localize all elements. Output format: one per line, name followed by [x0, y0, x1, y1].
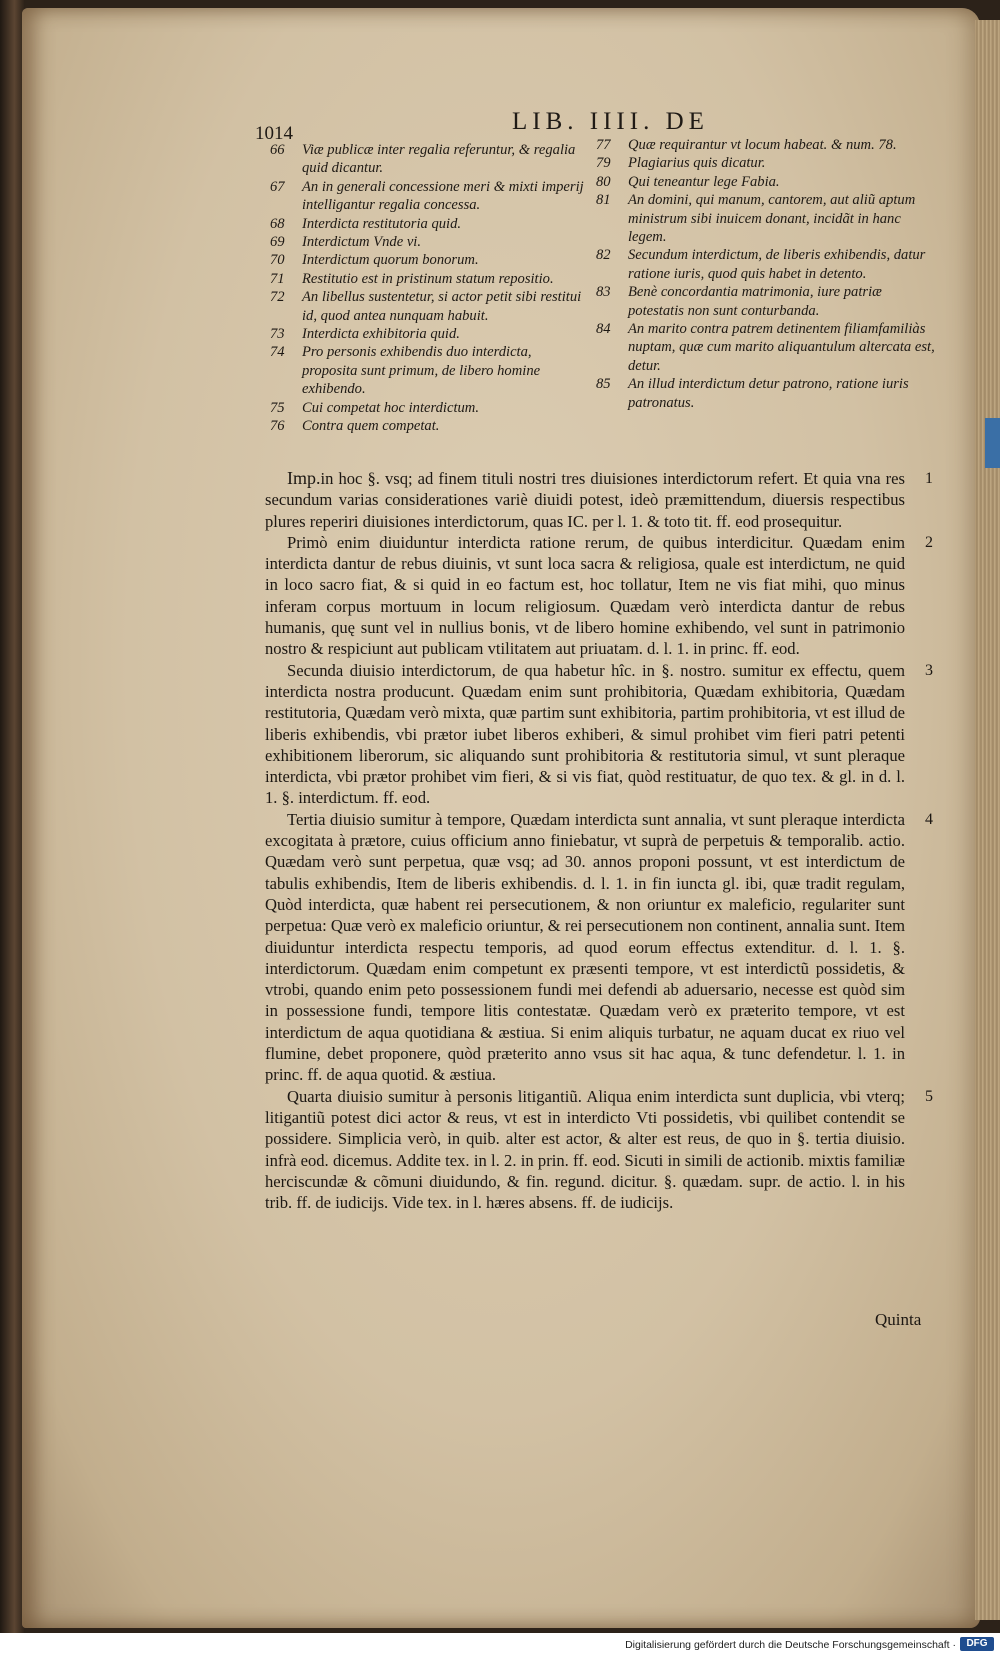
paragraph	[265, 468, 933, 532]
index-entry-number: 81	[596, 192, 611, 209]
paragraph-text: in hoc §. vsq; ad finem tituli nostri tres diuisiones interdictorum refert. Et quia vna res secundum varias considerationes variè diuidi potest, ideò præmittendum, diuersis respectibus plures reperiri diuisiones interdictorum, quas IC. per l. 1. & toto tit. ff. eod prosequitur.	[265, 469, 905, 531]
bookmark-tab	[985, 418, 1000, 468]
index-entry-number: 79	[596, 155, 611, 172]
index-entry-text: An domini, qui manum, cantorem, aut aliũ aptum ministrum sibi inuicem donant, incidãt in hanc legem.	[628, 192, 916, 246]
marginal-number: 4	[925, 810, 933, 828]
index-entry	[596, 375, 941, 412]
index-entry-number: 70	[270, 252, 285, 269]
index-entry-text: Plagiarius quis dicatur.	[628, 155, 766, 172]
paragraph-text: Secunda diuisio interdictorum, de qua habetur hîc. in §. nostro. sumitur ex effectu, quem interdicta nostra producunt. Quædam enim sunt prohibitoria, Quædam exhibitoria, Quædam restitutoria, Quædam verò mixta, quæ partim sunt exhibitoria, partim prohibitoria, vt est illud de liberis exhibendis, vbi prætor iubet liberos exhiberi, & simul prohibet vim fieri patri petenti exhibitionem liberorum, sic aliquando sunt prohibitoria & restitutoria simul, vt sunt pleraque interdicta, vbi prætor prohibet vim fieri, & si vis fiat, quòd restituatur, de quo tex. & gl. in d. l. 1. §. interdictum. ff. eod.	[265, 660, 905, 808]
index-entry-number: 66	[270, 142, 285, 158]
index-entry-text: Restitutio est in pristinum statum repositio.	[302, 270, 554, 287]
index-entry-number: 76	[270, 418, 285, 435]
main-text	[265, 468, 933, 1213]
index-entry-number: 82	[596, 247, 611, 264]
marginal-number: 2	[925, 533, 933, 551]
index-entry-text: Viæ publicæ inter regalia referuntur, & regalia quid dicantur.	[302, 142, 576, 177]
index-entry-text: Interdictum quorum bonorum.	[302, 252, 479, 269]
running-head: LIB. IIII. DE	[512, 108, 709, 135]
index-entry-number: 80	[596, 173, 611, 190]
index-entry-number: 85	[596, 376, 611, 393]
index-entry-text: An in generali concessione meri & mixti imperij intelligantur regalia concessa.	[302, 178, 584, 214]
index-entry	[270, 417, 590, 435]
book-spine-edge	[0, 0, 24, 1657]
index-entry-text: Interdicta exhibitoria quid.	[302, 326, 460, 343]
dfg-logo: DFG	[960, 1637, 994, 1651]
index-entry-text: Contra quem competat.	[302, 418, 440, 435]
index-entry-text: Interdicta restitutoria quid.	[302, 215, 462, 232]
paragraph	[265, 1086, 933, 1214]
index-entry-number: 68	[270, 215, 285, 232]
index-entry-text: Secundum interdictum, de liberis exhibendis, datur ratione iuris, quod quis habet in detento.	[628, 247, 926, 282]
index-entry-number: 77	[596, 137, 611, 153]
index-entry-number: 83	[596, 284, 611, 301]
index-entry	[596, 283, 941, 320]
index-entry-text: Interdictum Vnde vi.	[302, 234, 422, 251]
marginal-number: 5	[925, 1087, 933, 1105]
paragraph	[265, 532, 933, 660]
index-entry-text: An libellus sustentetur, si actor petit sibi restitui id, quod antea nunquam habuit.	[302, 289, 582, 324]
index-entry	[270, 215, 590, 233]
index-entry-text: Benè concordantia matrimonia, iure patriæ potestatis non sunt conturbanda.	[628, 284, 882, 319]
index-entry-number: 67	[270, 178, 285, 195]
summary-index-left	[270, 141, 590, 436]
marginal-number: 1	[925, 470, 933, 487]
summary-index-right	[596, 136, 941, 412]
index-entry-text: Qui teneantur lege Fabia.	[628, 173, 780, 190]
index-entry	[270, 288, 590, 325]
paragraph	[265, 809, 933, 1086]
index-entry	[596, 173, 941, 191]
paragraph-text: Tertia diuisio sumitur à tempore, Quædam interdicta sunt annalia, vt sunt pleraque interdicta excogitata à prætore, cuius officium anno finiebatur, vt suprà de perpetuis & temporalib. actio. Quædam verò sunt perpetua, quæ vsq; ad 30. annos proponi possunt, vt est interdictum de tabulis exhibendis, Item de liberis exhibendis. d. l. 1. in fin iuncta gl. ibi, quæ tradit regulam, Quòd interdicta, quæ habent rei persecutionem, & non oriuntur ex maleficio, regulariter sunt perpetua: Quæ verò ex maleficio oriuntur, & rei persecutionem non continent, annalia sunt. Item diuiduntur interdicta respectu temporis, ad quod eorum effectus extenditur. d. l. 1. §. interdictorum. Quædam enim competunt ex præsenti tempore, vt est interdictũ possidetis, & vtrobi, quando enim peto possessionem fundi mei defendi ab aduersario, necesse est quòd sim in possessione fundi, tempore litis contestatæ. Quædam verò ex præterito tempore, vt est interdictum de aqua quotidiana & æstiua. Si enim aliquis turbatur, ne aquam ducat ex riuo vel flumine, debet proponere, quòd præterito anno vsus sit hac aqua, & tunc defendetur. l. 1. in princ. ff. de aqua quotid. & æstiua.	[265, 809, 905, 1085]
index-entry	[596, 136, 941, 154]
index-entry	[270, 233, 590, 251]
index-entry	[270, 399, 590, 417]
paragraph	[265, 660, 933, 809]
index-entry-text: An marito contra patrem detinentem filiamfamiliàs nuptam, quæ cum marito aliquantulum altercata est, detur.	[628, 321, 935, 374]
index-entry	[270, 251, 590, 269]
index-entry	[270, 270, 590, 288]
paragraph-lead: Imp.	[287, 468, 321, 488]
index-entry-text: Pro personis exhibendis duo interdicta, proposita sunt primum, de libero homine exhibendo.	[302, 344, 541, 398]
index-entry	[270, 325, 590, 343]
folio-number: 1014	[255, 123, 293, 144]
footer-credit: Digitalisierung gefördert durch die Deutsche Forschungsgemeinschaft ·	[625, 1639, 956, 1651]
catchword: Quinta	[875, 1310, 922, 1329]
index-entry	[270, 178, 590, 215]
index-entry	[270, 141, 590, 178]
index-entry	[270, 343, 590, 398]
paragraph-text: Quarta diuisio sumitur à personis litigantiũ. Aliqua enim interdicta sunt duplicia, vbi vterq; litigantiũ potest dici actor & reus, vt est in interdicto Vti possidetis, vbi quilibet contendit se possidere. Simplicia verò, in quib. alter est actor, & alter est reus, de quo in §. tertia diuisio. infrà eod. dicemus. Addite tex. in l. 2. in prin. ff. eod. Sicuti in simili de actionib. mixtis familiæ herciscundæ & cõmuni diuidundo, & fin. regund. dicitur. §. quædam. supr. de actio. l. in his trib. ff. de iudicijs. Vide tex. in l. hæres absens. ff. de iudicijs.	[265, 1086, 905, 1213]
index-entry-number: 72	[270, 289, 285, 306]
index-entry-number: 74	[270, 344, 285, 361]
index-entry-number: 73	[270, 326, 285, 343]
index-entry	[596, 320, 941, 375]
index-entry-number: 69	[270, 234, 285, 251]
index-entry	[596, 246, 941, 283]
index-entry	[596, 154, 941, 172]
page-edges	[975, 20, 1000, 1620]
index-entry-text: Cui competat hoc interdictum.	[302, 399, 479, 416]
marginal-number: 3	[925, 661, 933, 679]
index-entry-number: 75	[270, 399, 285, 416]
index-entry-text: An illud interdictum detur patrono, ratione iuris patronatus.	[628, 376, 909, 411]
index-entry-number: 71	[270, 270, 285, 287]
index-entry-number: 84	[596, 321, 611, 338]
index-entry	[596, 191, 941, 246]
paragraph-text: Primò enim diuiduntur interdicta ratione rerum, de quibus interdicitur. Quædam enim interdicta dantur de rebus diuinis, vt sunt loca sacra & religiosa, quale est interdictum, ne quid in loco sacro fiat, & si quid in eo factum est, hoc tollatur, Item ne vis fiat mihi, quo minus inferam corpus mortuum in locum religiosum. Quædam verò interdicta dantur de rebus humanis, quę sunt vel in nullius bonis, vt de libero homine exhibendo, vel sunt in patrimonio nostro & respiciunt aut publicam vtilitatem aut priuatam. d. l. 1. in princ. ff. eod.	[265, 532, 905, 659]
index-entry-text: Quæ requirantur vt locum habeat. & num. 78.	[628, 137, 897, 153]
